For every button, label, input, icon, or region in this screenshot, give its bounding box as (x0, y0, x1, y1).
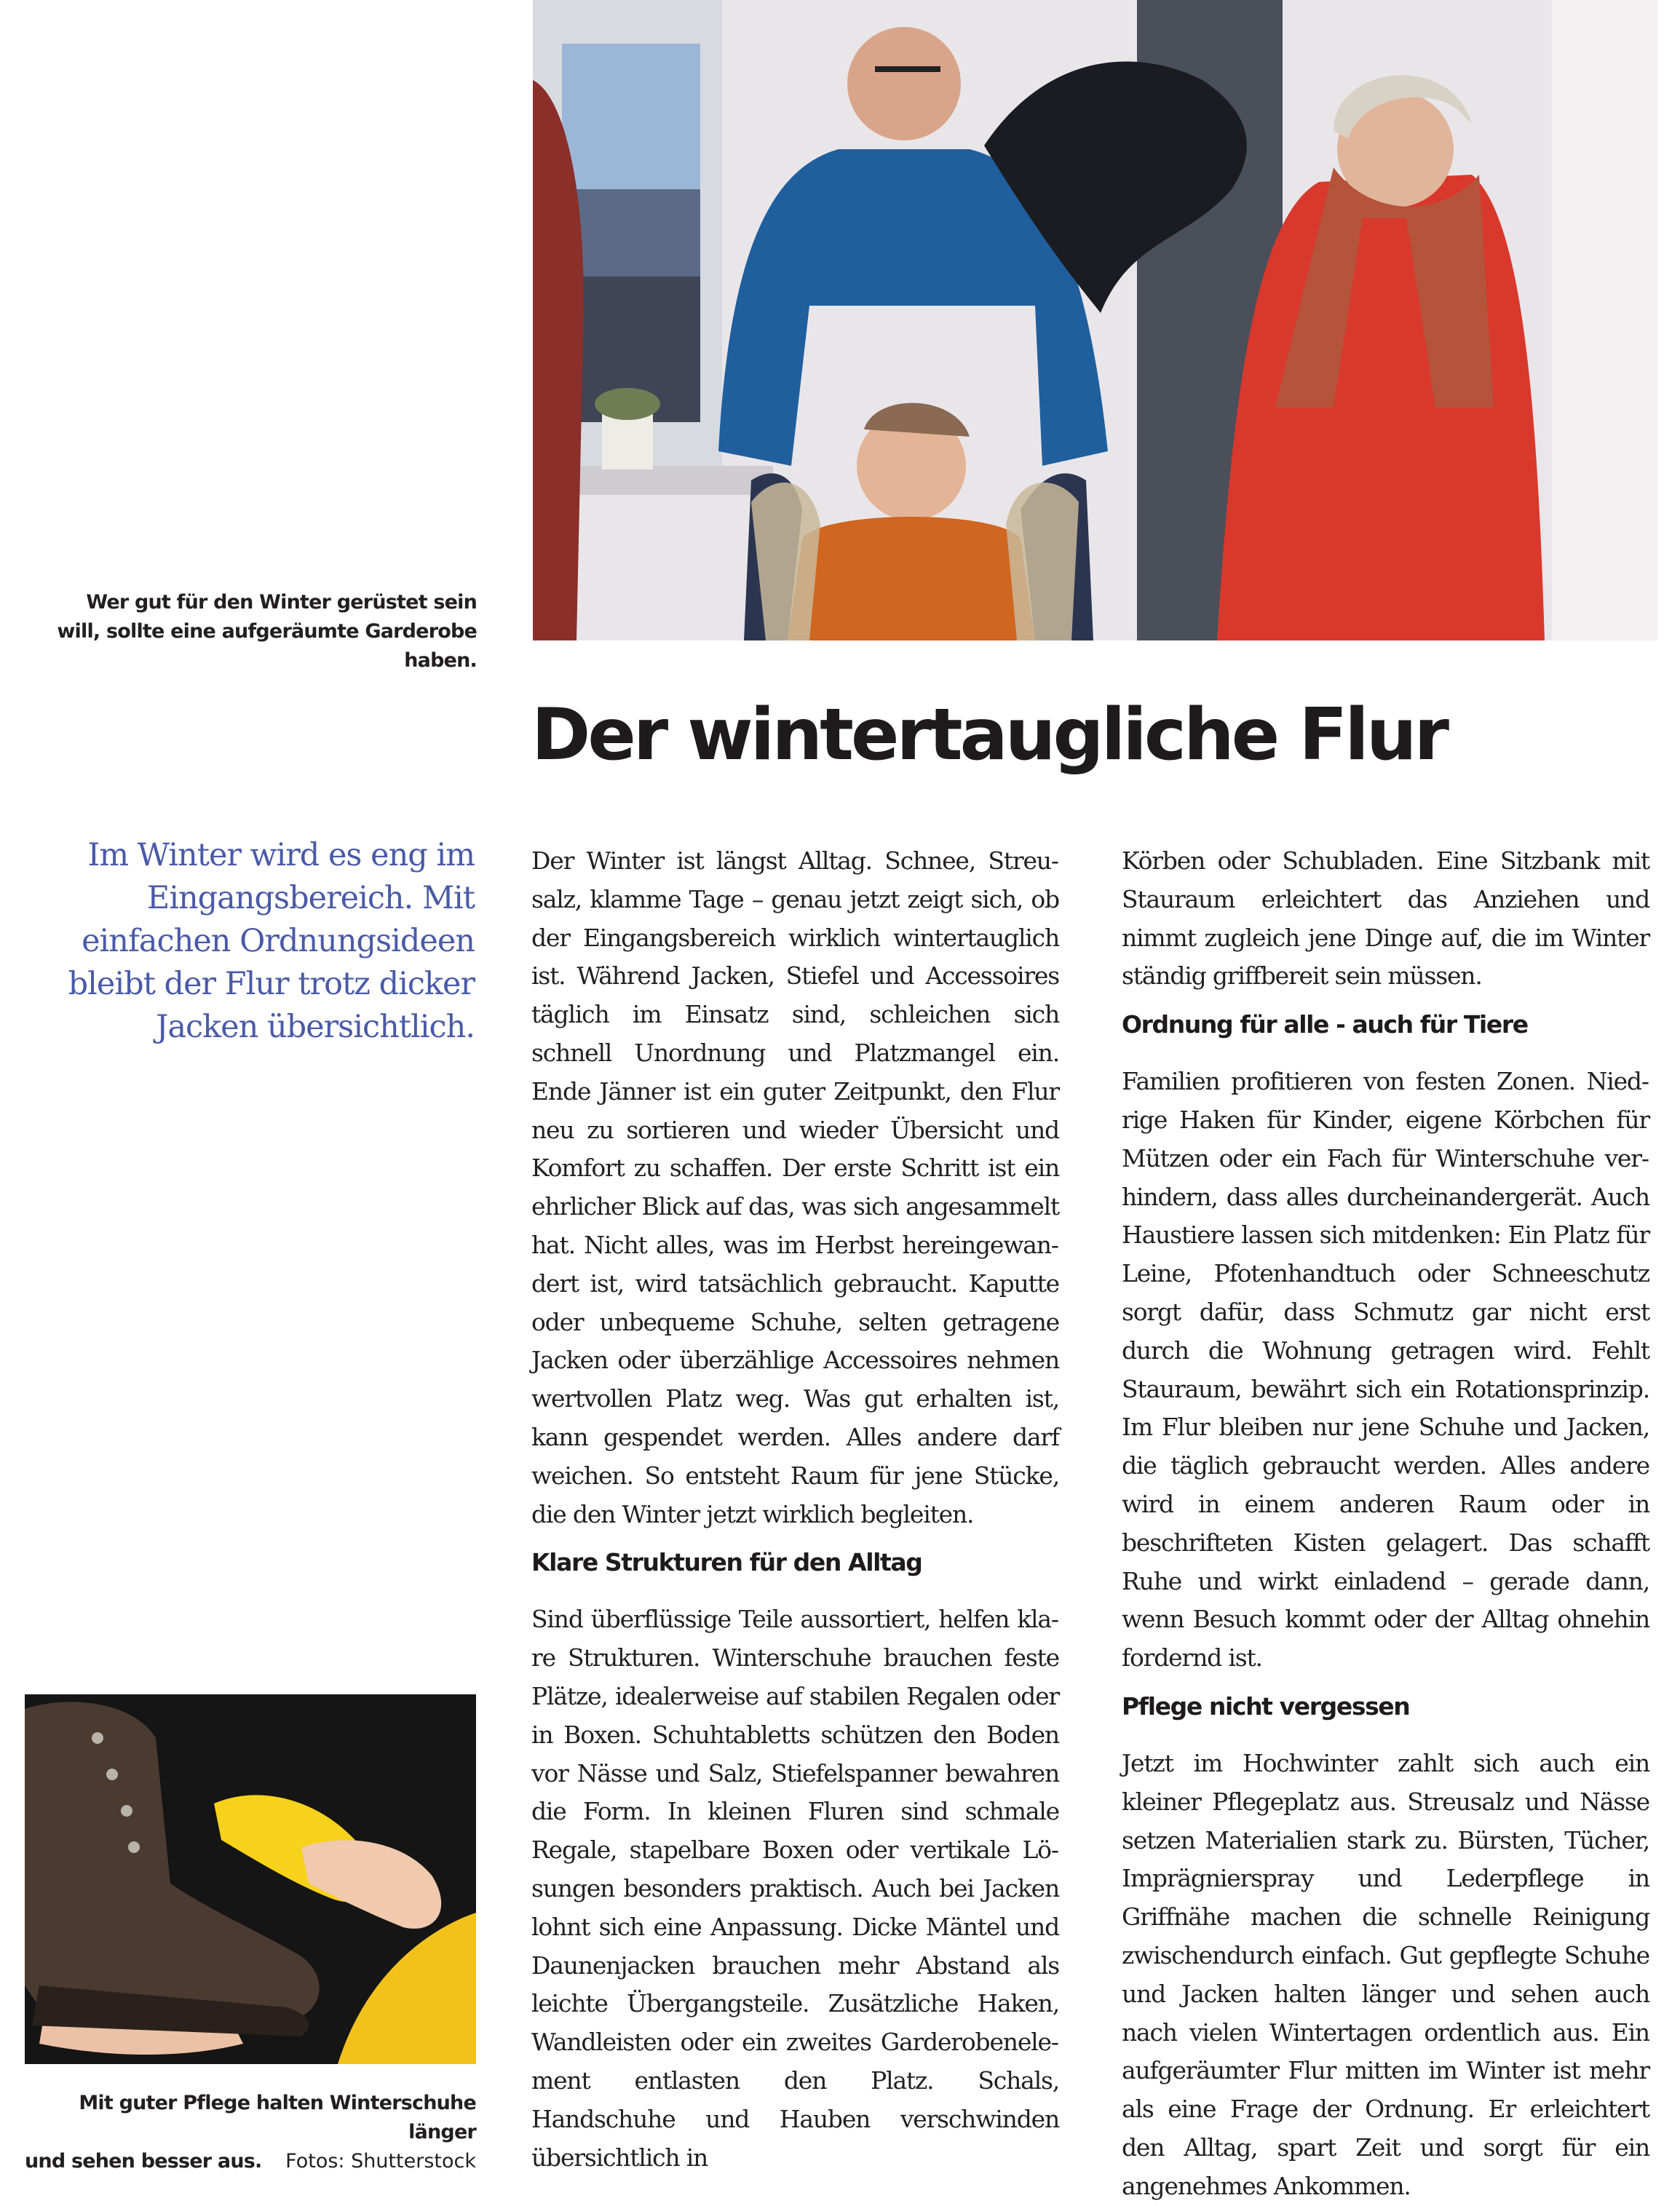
caption-line-2 (25, 2147, 476, 2176)
headline: Der wintertaugliche Flur (531, 694, 1446, 777)
family-hallway-illustration (533, 0, 1657, 640)
boot-photo (25, 1694, 476, 2064)
bottom-photo-caption (25, 2089, 476, 2176)
boot-care-illustration (25, 1694, 476, 2064)
photo-credit: Fotos: Shutterstock (285, 2150, 476, 2173)
paragraph-intro: Der Winter ist längst Alltag. Schnee, Streusalz, klamme Tage – genau jetzt zeigt sich, ob der Eingangsbereich wirklich wintertauglich ist. Während Jacken, Stiefel und Accessoires täglich im Einsatz sind, schleichen sich schnell Unordnung und Platzmangel ein. Ende Jänner ist ein guter Zeitpunkt, den Flur neu zu sortieren und wieder Übersicht und Komfort zu schaffen. Der erste Schritt ist ein ehrlicher Blick auf das, was sich angesammelt hat. Nicht alles, was im Herbst hereingewandert ist, wird tatsächlich gebraucht. Kaputte oder unbequeme Schuhe, selten getragene Jacken oder überzählige Accessoires nehmen wertvollen Platz weg. Was gut erhalten ist, kann gespendet werden. Alles andere darf weichen. So entsteht Raum für jene Stücke, die den Winter jetzt wirklich begleiten. (531, 846, 1059, 1528)
paragraph-structures: Sind überflüssige Teile aussortiert, helfen klare Strukturen. Winterschuhe brauchen feste Plätze, idealerweise auf stabilen Regalen oder in Boxen. Schuhtabletts schützen den Boden vor Nässe und Salz, Stiefelspanner bewahren die Form. In kleinen Fluren sind schmale Regale, stapelbare Boxen oder vertikale Lösungen besonders praktisch. Auch bei Jacken lohnt sich eine Anpassung. Dicke Mäntel und Daunenjacken brauchen mehr Abstand als leichte Übergangsteile. Zusätzliche Haken, Wandleisten oder ein zweites Garderobenelement entlasten den Platz. Schals, Handschuhe und Hauben verschwinden übersichtlich in (531, 1605, 1059, 2172)
caption-line-2-text: und sehen besser aus. (25, 2150, 262, 2173)
lead-text: Im Winter wird es eng im Eingangsbereich. Mit einfachen Ordnungsideen bleibt der Flur trotz dicker Jacken übersichtlich. (68, 837, 475, 1045)
hero-photo (533, 0, 1657, 640)
top-photo-caption: Wer gut für den Winter gerüstet sein will, sollte eine aufgeräumte Garderobe haben. (57, 591, 477, 672)
caption-line-1: Mit guter Pflege halten Winterschuhe länger (79, 2092, 476, 2143)
article-column-2 (1122, 842, 1649, 2206)
paragraph-order: Familien profitieren von festen Zonen. Niedrige Haken für Kinder, eigene Körbchen für Mützen oder ein Fach für Winterschuhe verhindern, dass alles durcheinandergerät. Auch Haustiere lassen sich mitdenken: Ein Platz für Leine, Pfotenhandtuch oder Schneeschutz sorgt dafür, dass Schmutz gar nicht erst durch die Wohnung getragen wird. Fehlt Stauraum, bewährt sich ein Rotationsprinzip. Im Flur bleiben nur jene Schuhe und Jacken, die täglich gebraucht werden. Alles andere wird in einem anderen Raum oder in beschrifteten Kisten gelagert. Das schafft Ruhe und wirkt einladend – gerade dann, wenn Besuch kommt oder der Alltag ohnehin fordernd ist. (1122, 1067, 1649, 1673)
article-column-1 (531, 842, 1059, 2177)
subheading-structures: Klare Strukturen für den Alltag (531, 1548, 922, 1577)
paragraph-storage: Körben oder Schubladen. Eine Sitzbank mit Stauraum erleichtert das Anziehen und nimmt zugleich jene Dinge auf, die im Winter ständig griffbereit sein müssen. (1122, 846, 1649, 991)
subheading-order: Ordnung für alle - auch für Tiere (1122, 1010, 1528, 1039)
subheading-care: Pflege nicht vergessen (1122, 1691, 1410, 1721)
paragraph-care: Jetzt im Hochwinter zahlt sich auch ein kleiner Pflegeplatz aus. Streusalz und Nässe setzen Materialien stark zu. Bürsten, Tücher, Imprägnierspray und Lederpflege in Griffnähe machen die schnelle Reinigung zwischendurch einfach. Gut gepflegte Schuhe und Jacken halten länger und sehen auch nach vielen Wintertagen ordentlich aus. Ein aufgeräumter Flur mitten im Winter ist mehr als eine Frage der Ordnung. Er erleichtert den Alltag, spart Zeit und sorgt für ein angenehmes Ankommen. (1122, 1748, 1649, 2200)
